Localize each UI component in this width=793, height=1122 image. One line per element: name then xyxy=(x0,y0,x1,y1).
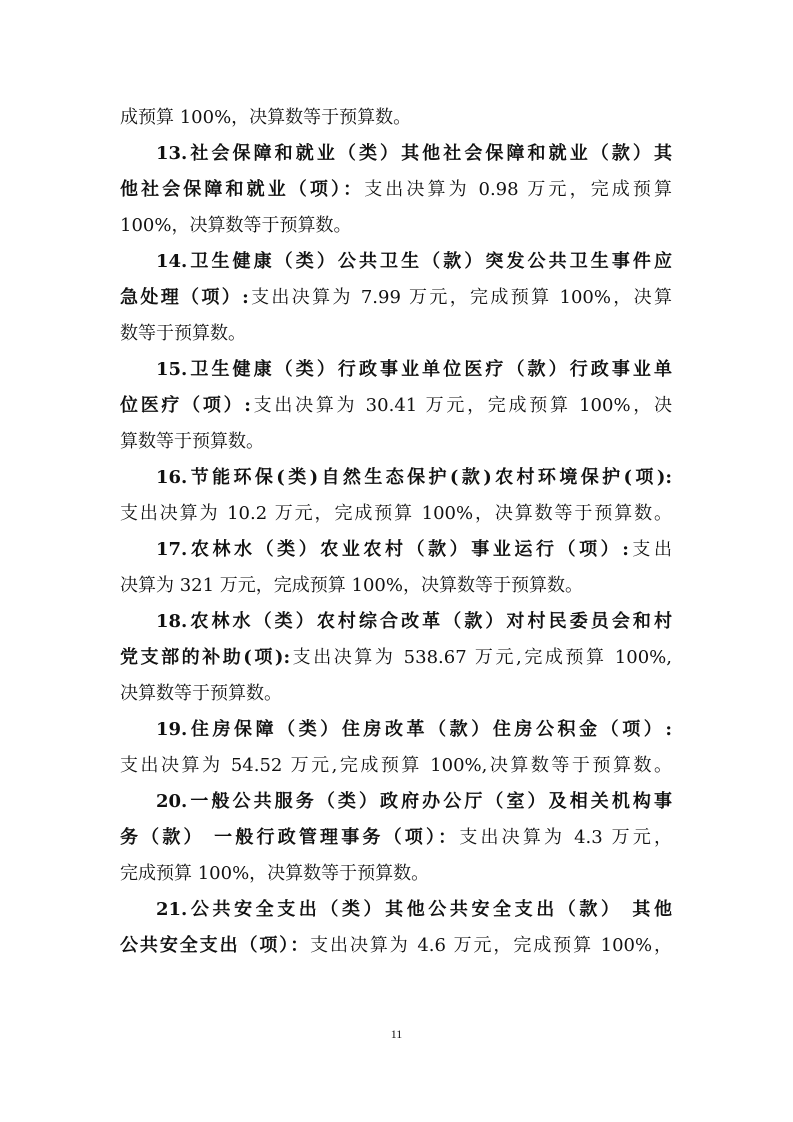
page-number: 11 xyxy=(390,1027,403,1041)
paragraph-line xyxy=(120,712,672,748)
paragraph-line xyxy=(120,172,672,208)
item-heading: 位医疗（项）: xyxy=(120,395,251,416)
paragraph-line xyxy=(120,352,672,388)
paragraph-line xyxy=(120,100,672,136)
body-text: 决算为 321 万元，完成预算 100%，决算数等于预算数。 xyxy=(120,575,583,596)
paragraph-line xyxy=(120,244,672,280)
body-text: 支出决算为 0.98 万元，完成预算 xyxy=(364,179,672,200)
item-heading: 19.住房保障（类）住房改革（款）住房公积金（项）: xyxy=(156,719,672,740)
paragraph-line xyxy=(120,424,672,460)
paragraph-line xyxy=(120,532,672,568)
item-heading: 15.卫生健康（类）行政事业单位医疗（款）行政事业单 xyxy=(156,359,672,380)
body-text: 支出决算为 30.41 万元，完成预算 100%，决 xyxy=(250,395,672,416)
paragraph-line xyxy=(120,856,672,892)
paragraph-line xyxy=(120,460,672,496)
body-text: 支出决算为 538.67 万元,完成预算 100%, xyxy=(290,647,672,668)
paragraph-line xyxy=(120,208,672,244)
body-text: 支出决算为 7.99 万元，完成预算 100%，决算 xyxy=(248,287,672,308)
item-heading: 20.一般公共服务（类）政府办公厅（室）及相关机构事 xyxy=(156,791,672,812)
item-heading: 务（款） 一般行政管理事务（项）： xyxy=(120,827,460,848)
paragraph-line xyxy=(120,604,672,640)
paragraph-line xyxy=(120,568,672,604)
item-heading: 17.农林水（类）农业农村（款）事业运行（项）: xyxy=(156,539,629,560)
paragraph-line xyxy=(120,784,672,820)
paragraph-line xyxy=(120,676,672,712)
item-heading: 党支部的补助(项): xyxy=(120,647,291,668)
item-heading: 急处理（项）: xyxy=(120,287,249,308)
body-text: 支出 xyxy=(628,539,672,560)
paragraph-line xyxy=(120,748,672,784)
item-heading: 18.农林水（类）农村综合改革（款）对村民委员会和村 xyxy=(156,611,672,632)
body-text: 决算数等于预算数。 xyxy=(120,683,282,704)
body-text: 支出决算为 10.2 万元，完成预算 100%，决算数等于预算数。 xyxy=(120,503,672,524)
body-text: 成预算 100%，决算数等于预算数。 xyxy=(120,107,412,128)
paragraph-line xyxy=(120,892,672,928)
body-text: 支出决算为 4.3 万元， xyxy=(459,827,672,848)
body-text: 算数等于预算数。 xyxy=(120,431,264,452)
paragraph-line xyxy=(120,388,672,424)
paragraph-line xyxy=(120,280,672,316)
body-text: 完成预算 100%，决算数等于预算数。 xyxy=(120,863,430,884)
item-heading: 16.节能环保(类)自然生态保护(款)农村环境保护(项): xyxy=(156,467,672,488)
paragraph-line xyxy=(120,316,672,352)
paragraph-line xyxy=(120,136,672,172)
body-text: 数等于预算数。 xyxy=(120,323,246,344)
item-heading: 公共安全支出（项）： xyxy=(120,935,311,956)
body-text: 支出决算为 4.6 万元，完成预算 100%， xyxy=(310,935,672,956)
paragraph-line xyxy=(120,496,672,532)
document-body xyxy=(120,100,672,964)
body-text: 100%，决算数等于预算数。 xyxy=(120,215,352,236)
item-heading: 14.卫生健康（类）公共卫生（款）突发公共卫生事件应 xyxy=(156,251,672,272)
item-heading: 他社会保障和就业（项）： xyxy=(120,179,365,200)
paragraph-line xyxy=(120,820,672,856)
paragraph-line xyxy=(120,640,672,676)
body-text: 支出决算为 54.52 万元,完成预算 100%,决算数等于预算数。 xyxy=(120,755,672,776)
paragraph-line xyxy=(120,928,672,964)
item-heading: 21.公共安全支出（类）其他公共安全支出（款） 其他 xyxy=(156,899,672,920)
item-heading: 13.社会保障和就业（类）其他社会保障和就业（款）其 xyxy=(156,143,672,164)
